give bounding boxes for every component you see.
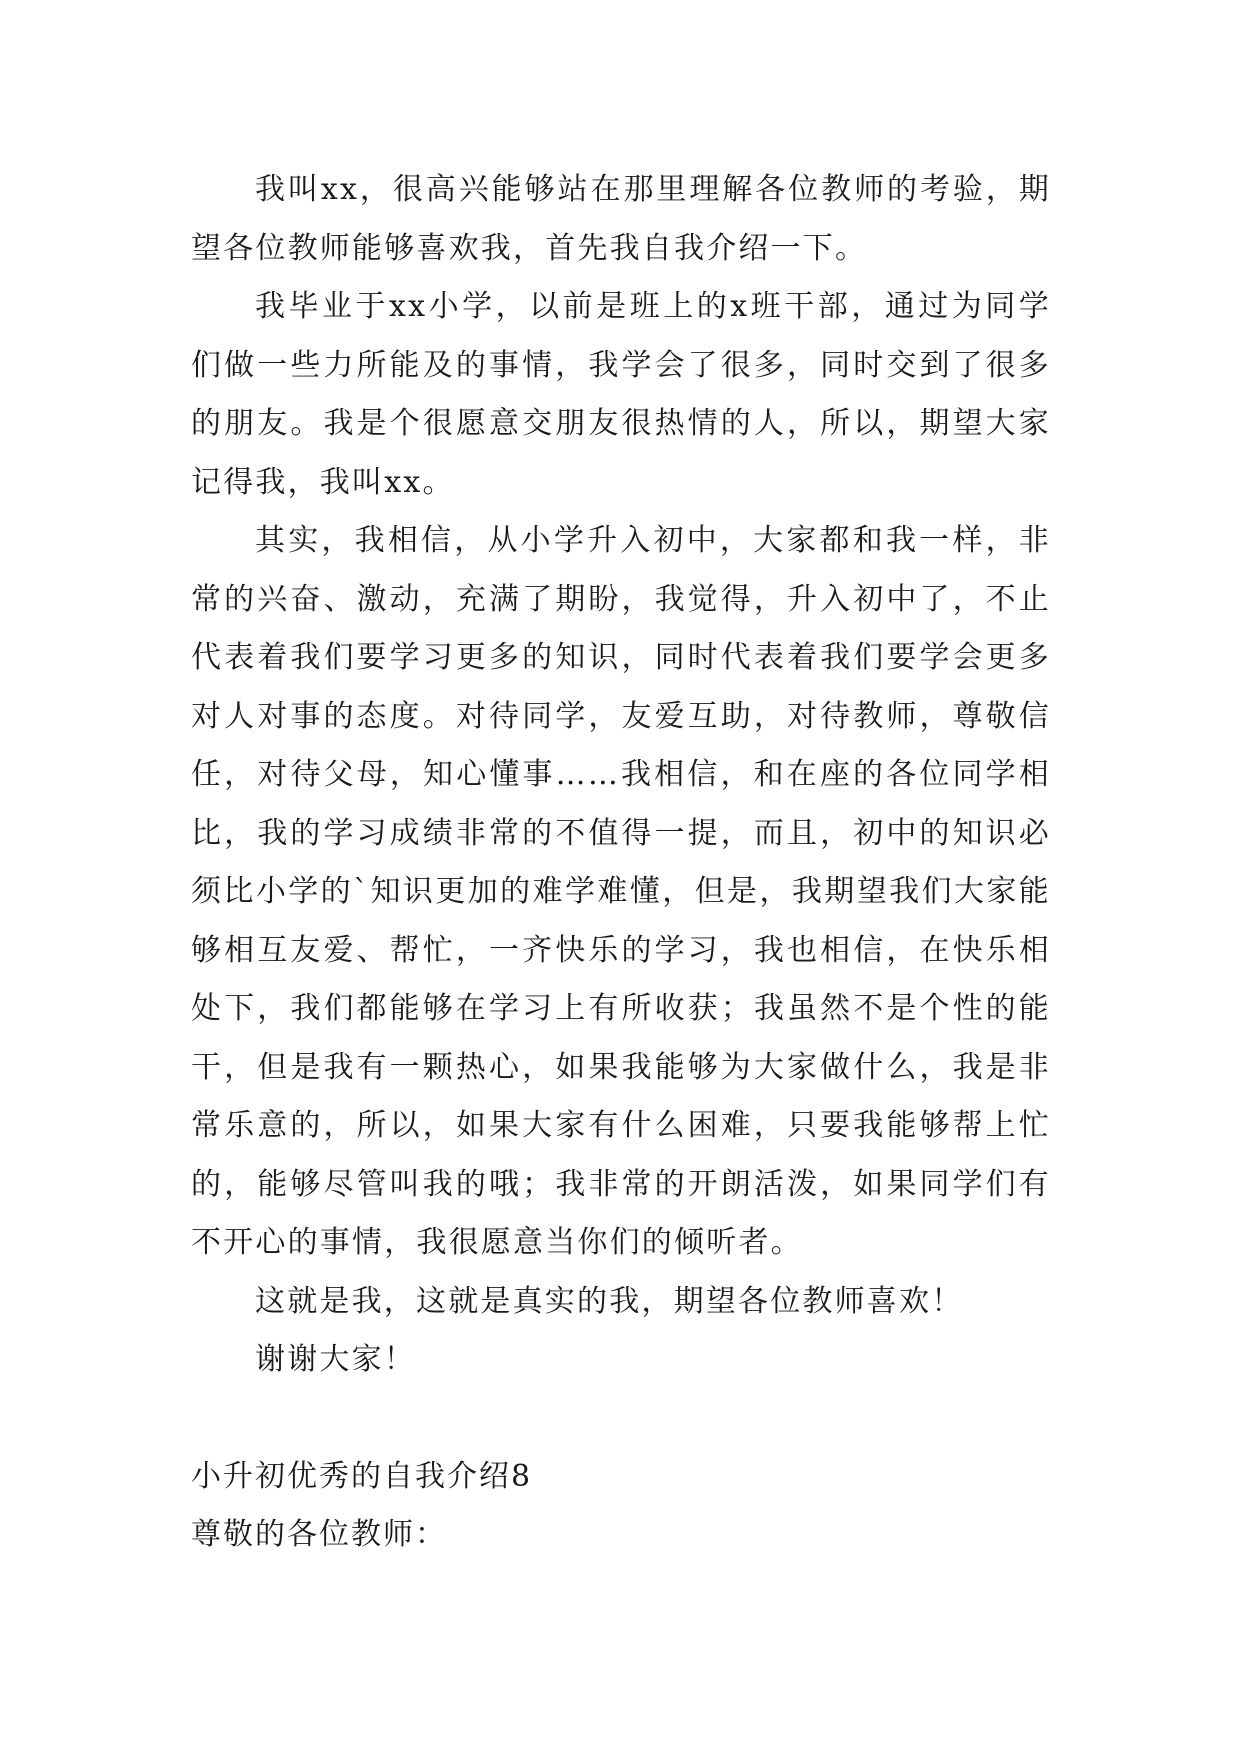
- section-spacer: [191, 1390, 1051, 1448]
- paragraph-school: 我毕业于xx小学，以前是班上的x班干部，通过为同学们做一些力所能及的事情，我学会了很多，同时交到了很多的朋友。我是个很愿意交朋友很热情的人，所以，期望大家记得我，我叫xx。: [191, 289, 1051, 500]
- paragraph-middle-school: 其实，我相信，从小学升入初中，大家都和我一样，非常的兴奋、激动，充满了期盼，我觉得，升入初中了，不止代表着我们要学习更多的知识，同时代表着我们要学会更多对人对事的态度。对待同学，友爱互助，对待教师，尊敬信任，对待父母，知心懂事……我相信，和在座的各位同学相比，我的学习成绩非常的不值得一提，而且，初中的知识必须比小学的`知识更加的难学难懂，但是，我期望我们大家能够相互友爱、帮忙，一齐快乐的学习，我也相信，在快乐相处下，我们都能够在学习上有所收获；我虽然不是个性的能干，但是我有一颗热心，如果我能够为大家做什么，我是非常乐意的，所以，如果大家有什么困难，只要我能够帮上忙的，能够尽管叫我的哦；我非常的开朗活泼，如果同学们有不开心的事情，我很愿意当你们的倾听者。: [191, 523, 1051, 1260]
- section-heading: 小升初优秀的自我介绍8: [191, 1458, 533, 1494]
- salutation: 尊敬的各位教师：: [191, 1517, 447, 1552]
- paragraph-closing: 这就是我，这就是真实的我，期望各位教师喜欢！: [255, 1283, 964, 1319]
- paragraph-thanks: 谢谢大家！: [255, 1342, 416, 1377]
- paragraph-intro: 我叫xx，很高兴能够站在那里理解各位教师的考验，期望各位教师能够喜欢我，首先我自我介绍一下。: [191, 172, 1051, 266]
- document-body: [191, 161, 1051, 1565]
